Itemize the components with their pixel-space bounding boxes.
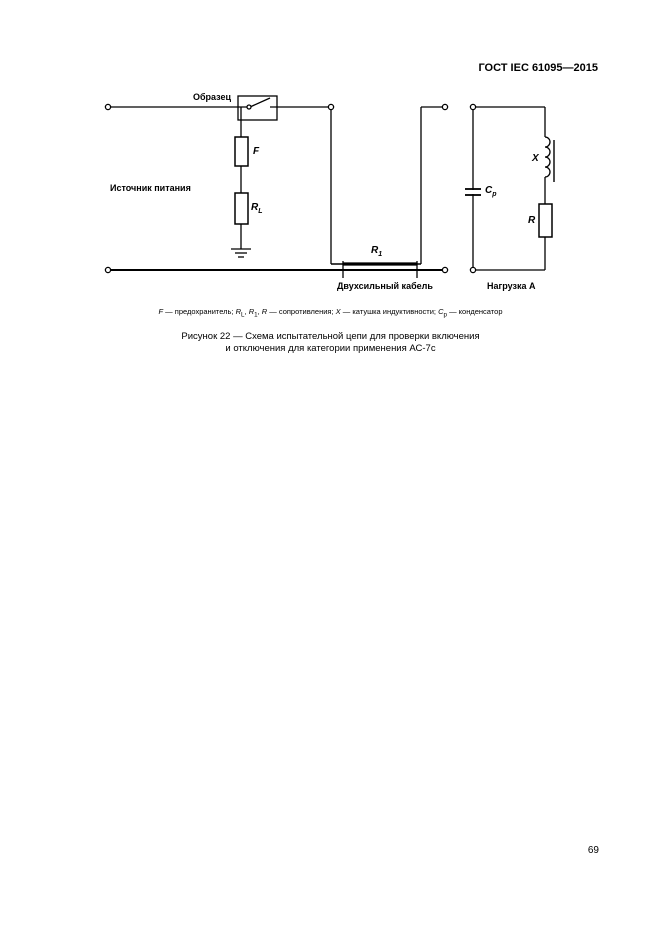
cap-gap-mask bbox=[466, 190, 480, 194]
legend-c: C bbox=[438, 307, 444, 316]
terminal-switch bbox=[247, 105, 251, 109]
circuit-diagram bbox=[0, 0, 661, 300]
sample-switch-box bbox=[238, 96, 277, 120]
caption-line-1: Рисунок 22 — Схема испытательной цепи для проверки включения bbox=[181, 331, 480, 342]
capacitor-Cp-label: $C_p$ bbox=[485, 185, 497, 198]
legend-f-text: — предохранитель; bbox=[163, 307, 236, 316]
legend bbox=[0, 307, 661, 319]
legend-c-text: — конденсатор bbox=[447, 307, 503, 316]
page-number: 69 bbox=[587, 845, 599, 856]
legend-r1: R bbox=[248, 307, 255, 316]
legend-x-text: — катушка индуктивности; bbox=[340, 307, 439, 316]
legend-x: X bbox=[335, 307, 341, 316]
legend-r: R bbox=[261, 307, 268, 316]
legend-r-text: — сопротивления; bbox=[267, 307, 336, 316]
switch-contact bbox=[250, 98, 270, 107]
load-label: Нагрузка А bbox=[487, 281, 536, 291]
standard-header: ГОСТ IEC 61095—2015 bbox=[478, 62, 598, 74]
inductor-X bbox=[545, 137, 550, 177]
legend-c-sub: p bbox=[443, 311, 447, 319]
terminal-top-left bbox=[105, 104, 110, 109]
terminal-load-bottom bbox=[470, 267, 475, 272]
legend-sep1: , bbox=[244, 307, 249, 316]
resistor-R bbox=[539, 204, 552, 237]
fuse-F bbox=[235, 137, 248, 166]
terminal-load-top bbox=[470, 104, 475, 109]
cable-label: Двухсильный кабель bbox=[337, 281, 433, 291]
fuse-F-label: F bbox=[253, 146, 260, 157]
power-source-label: Источник питания bbox=[110, 183, 191, 193]
figure-caption bbox=[0, 331, 661, 355]
resistor-R-label: R bbox=[528, 215, 536, 226]
sample-label: Образец bbox=[193, 92, 232, 102]
legend-r1-sub: 1 bbox=[254, 311, 258, 319]
legend-sep2: , bbox=[257, 307, 262, 316]
terminal-bottom-left bbox=[105, 267, 110, 272]
legend-rl-sub: L bbox=[241, 311, 245, 319]
resistor-RL-label: $R_L$ bbox=[251, 202, 263, 215]
inductor-X-label: X bbox=[532, 153, 539, 164]
resistor-RL bbox=[235, 193, 248, 224]
legend-f: F bbox=[158, 307, 164, 316]
terminal-cable-top bbox=[328, 104, 333, 109]
terminal-cable-out-bottom bbox=[442, 267, 447, 272]
caption-line-2: и отключения для категории применения АС-7с bbox=[225, 343, 436, 354]
resistor-R1-label: $R_1$ bbox=[371, 245, 383, 258]
legend-rl: R bbox=[235, 307, 242, 316]
terminal-cable-out-top bbox=[442, 104, 447, 109]
